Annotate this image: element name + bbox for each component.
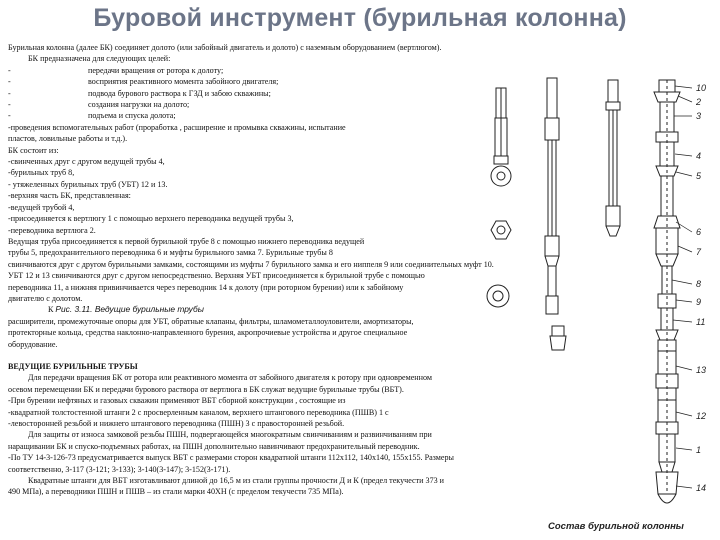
label-7: 7 xyxy=(696,247,702,257)
bit-sketch xyxy=(550,326,566,350)
composition-item: -ведущей трубой 4, xyxy=(8,202,75,212)
figure-caption-row: К Рис. 3.11. Ведущие бурильные трубы xyxy=(48,304,204,315)
equipment-line: протекторные кольца, средства наклонно-направленного бурения, акропрочиевые устройства и другое специальное xyxy=(8,328,408,338)
assembly-line: УБТ 12 и 13 свинчиваются друг с другом непосредственно. Верхняя УБТ присоединяется к бурильной трубе с помощью xyxy=(8,271,425,281)
composition-heading: БК состоит из: xyxy=(8,145,59,155)
section-heading: ВЕДУЩИЕ БУРИЛЬНЫЕ ТРУБЫ xyxy=(8,361,138,371)
slide-title: Буровой инструмент (бурильная колонна) xyxy=(93,4,627,32)
assembly-line: Ведущая труба присоединяется к первой бурильной трубе 8 с помощью нижнего переводника ведущей xyxy=(8,236,365,246)
intro-line: БК предназначена для следующих целей: xyxy=(28,54,171,64)
kelly-column xyxy=(487,88,511,307)
equipment-line: оборудование. xyxy=(8,339,58,349)
kelly-column-2 xyxy=(545,78,559,314)
assembly-line: свинчиваются друг с другом бурильными замками, состоящими из муфты 7 бурильного замка и его ниппеля 9 или соединительных муфт 10. xyxy=(8,259,494,269)
assembly-line: переводника 11, а нижняя привинчивается через переводник 14 к долоту (при роторном бурении) или к забойному xyxy=(8,282,404,292)
section-line: -По ТУ 14-3-126-73 предусматривается выпуск ВБТ с размерами сторон квадратной штанги 112х112, 140х140, 155х155. Размеры xyxy=(8,453,454,463)
label-10: 10 xyxy=(696,83,707,93)
section-line: -При бурении нефтяных и газовых скважин применяют ВБТ сборной конструкции , состоящие из xyxy=(8,396,346,406)
section-line: Квадратные штанги для ВБТ изготавливают длиной до 16,5 м из стали группы прочности Д и К (предел текучести 373 и xyxy=(28,476,445,486)
assembly-line: двигателю с долотом. xyxy=(8,293,83,303)
kelly-column-3 xyxy=(606,80,620,236)
label-12: 12 xyxy=(696,411,707,421)
leader-lines xyxy=(672,86,692,488)
drawing-caption: Состав бурильной колонны xyxy=(548,521,684,532)
main-string xyxy=(654,80,680,503)
section-line: соответственно, 3-117 (3-121; 3-133); 3-140(3-147); 3-152(3-171). xyxy=(8,464,231,474)
equipment-line: расширители, промежуточные опоры для УБТ, обратные клапаны, фильтры, шламометаллоуловители, амортизаторы, xyxy=(8,316,414,326)
label-3: 3 xyxy=(696,111,702,121)
composition-item: -переводника вертлюга 2. xyxy=(8,225,96,235)
purpose-item: - подъема и спуска долота; xyxy=(8,111,176,121)
purpose-item: - восприятия реактивного момента забойного двигателя; xyxy=(8,77,279,87)
label-14: 14 xyxy=(696,483,707,493)
assembly-line: трубы 5, предохранительного переводника 6 и муфты бурильного замка 7. Бурильные трубы 8 xyxy=(8,248,333,258)
composition-item: -бурильных труб 8, xyxy=(8,168,75,178)
label-5: 5 xyxy=(696,171,702,181)
composition-item: -верхняя часть БК, представленная: xyxy=(8,191,131,201)
drill-string-drawing xyxy=(470,76,720,520)
purpose-item: - подвода бурового раствора к ГЗД и забою скважины; xyxy=(8,88,271,98)
section-line: осевом перемещении БК и передачи бурового раствора от вертлюга в БК служат ведущие бурильные трубы (ВБТ). xyxy=(8,384,404,394)
intro-line: Бурильная колонна (далее БК) соединяет долото (или забойный двигатель и долото) с наземным оборудованием (вертлюгом). xyxy=(8,43,442,52)
label-9: 9 xyxy=(696,297,702,307)
section-line: Для передачи вращения БК от ротора или реактивного момента от забойного двигателя к ротору при одновременном xyxy=(28,373,432,383)
purpose-extra: -проведения вспомогательных работ (проработка , расширение и промывка скважины, испытание xyxy=(8,122,346,132)
section-line: -квадратной толстостенной штанги 2 с просверленным каналом, верхнего штангового переводника (ПШВ) 1 с xyxy=(8,407,389,417)
label-13: 13 xyxy=(696,365,707,375)
figure-caption: Рис. 3.11. Ведущие бурильные трубы xyxy=(55,304,204,315)
composition-item: - утяжеленных бурильных труб (УБТ) 12 и 13. xyxy=(8,179,168,189)
label-6: 6 xyxy=(696,227,702,237)
section-line: Для защиты от износа замковой резьбы ПШН, подвергающейся многократным свинчиваниям и развинчиваниям при xyxy=(28,430,432,440)
label-1: 1 xyxy=(696,445,702,455)
purpose-extra: пластов, ловильные работы и т.д.). xyxy=(8,134,128,144)
label-4: 4 xyxy=(696,151,702,161)
label-2: 2 xyxy=(696,97,702,107)
label-8: 8 xyxy=(696,279,702,289)
section-line: наращивании БК и спуско-подъемных работах, на ПШН дополнительно навинчивают предохранительный переводник. xyxy=(8,441,420,451)
section-line: 490 МПа), а переводники ПШН и ПШВ – из стали марки 40ХН (с пределом текучести 735 МПа). xyxy=(8,487,344,497)
purpose-item: - передачи вращения от ротора к долоту; xyxy=(8,65,224,75)
composition-item: -присоединяется к вертлюгу 1 с помощью верхнего переводника ведущей трубы 3, xyxy=(8,214,294,224)
label-11: 11 xyxy=(696,317,706,327)
body-text xyxy=(8,42,545,498)
section-line: -левосторонней резьбой и нижнего штангового переводника (ПШН) 3 с правосторонней резьбой. xyxy=(8,419,345,428)
composition-item: -свинченных друг с другом ведущей трубы 4, xyxy=(8,157,165,167)
purpose-item: - создания нагрузки на долото; xyxy=(8,100,190,110)
